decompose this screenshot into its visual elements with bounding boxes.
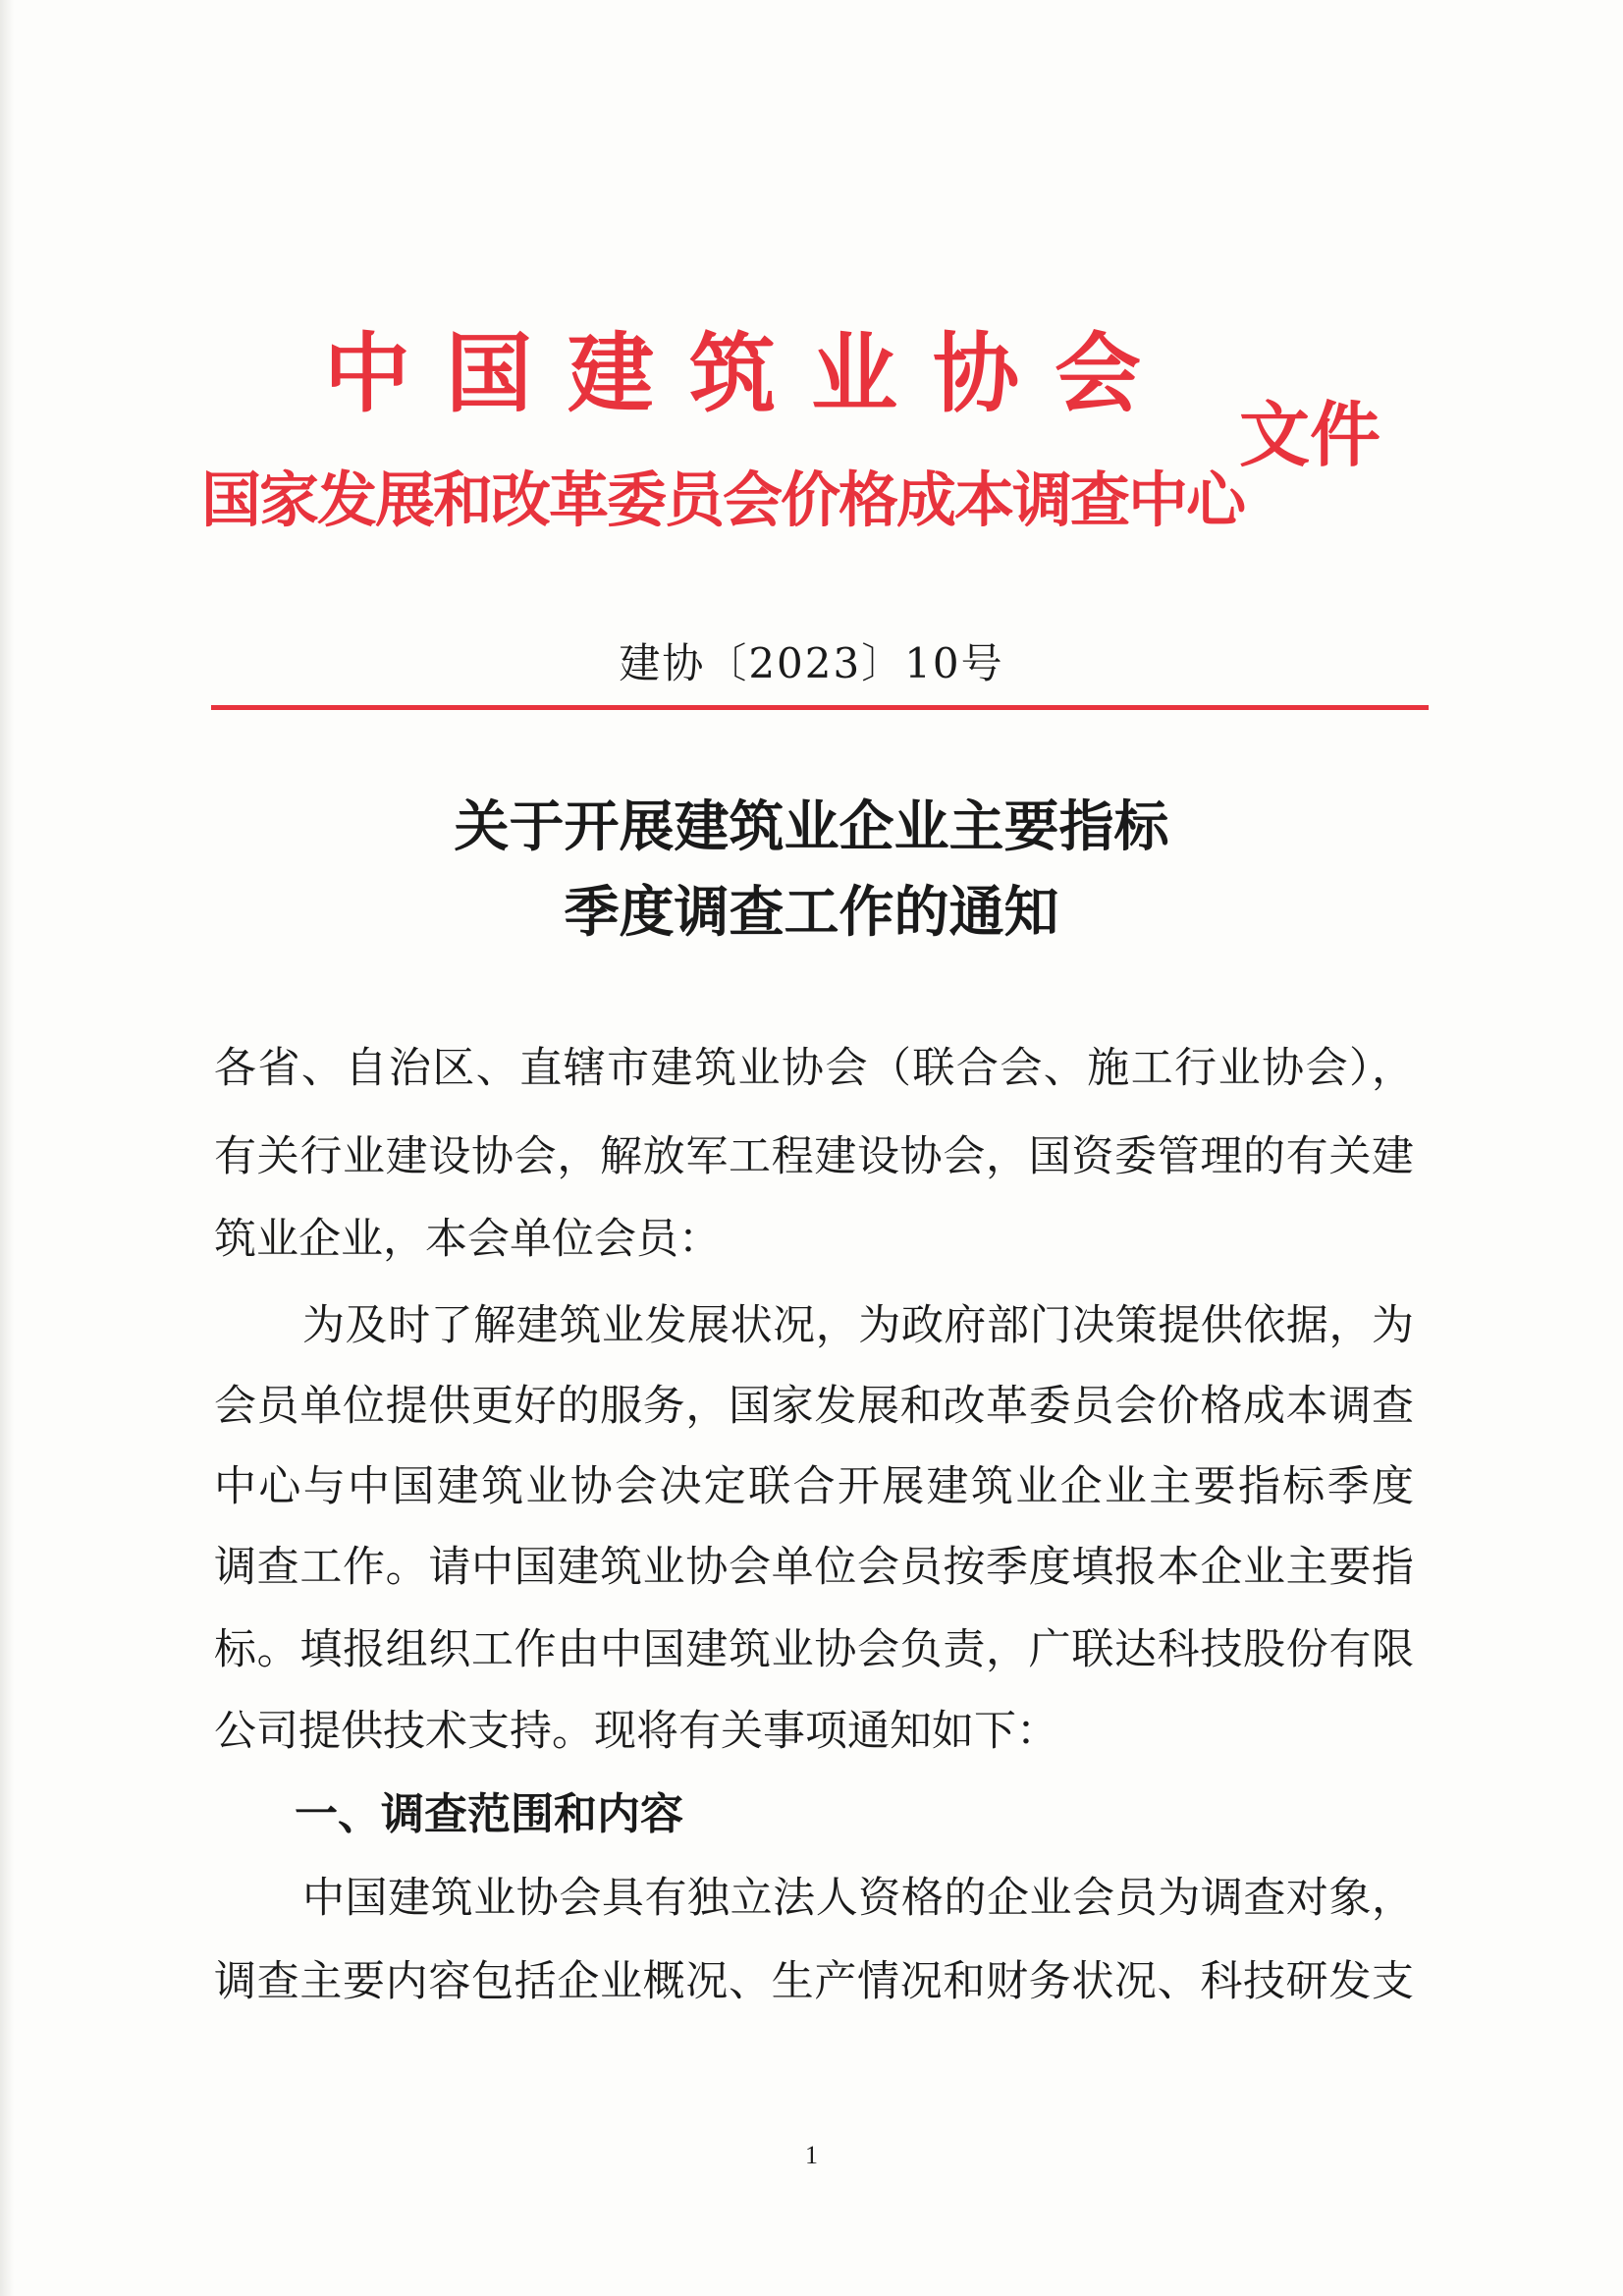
addressee-line: 有关行业建设协会，解放军工程建设协会，国资委管理的有关建 bbox=[214, 1132, 1414, 1181]
page-number: 1 bbox=[805, 2141, 818, 2169]
header-red-rule bbox=[211, 705, 1429, 710]
paragraph-line: 会员单位提供更好的服务，国家发展和改革委员会价格成本调查 bbox=[214, 1382, 1414, 1431]
page-edge-shadow bbox=[0, 0, 14, 2296]
paragraph-line: 中国建筑业协会具有独立法人资格的企业会员为调查对象， bbox=[302, 1874, 1414, 1923]
paragraph-line: 标。填报组织工作由中国建筑业协会负责，广联达科技股份有限 bbox=[214, 1625, 1414, 1674]
document-type-label: 文件 bbox=[1239, 394, 1381, 476]
addressee-line: 各省、自治区、直辖市建筑业协会（联合会、施工行业协会）， bbox=[214, 1044, 1414, 1093]
paragraph-line: 为及时了解建筑业发展状况，为政府部门决策提供依据，为 bbox=[302, 1301, 1414, 1350]
paragraph-line: 公司提供技术支持。现将有关事项通知如下： bbox=[214, 1707, 1058, 1756]
document-number: 建协〔2023〕10号 bbox=[619, 639, 1004, 687]
paragraph-line: 调查工作。请中国建筑业协会单位会员按季度填报本企业主要指 bbox=[214, 1543, 1414, 1592]
addressee-line: 筑业企业，本会单位会员： bbox=[214, 1215, 721, 1264]
issuer-name-secondary: 国家发展和改革委员会价格成本调查中心 bbox=[201, 465, 1245, 535]
issuer-name-primary: 中国建筑业协会 bbox=[324, 322, 1177, 424]
section-heading-1: 一、调查范围和内容 bbox=[295, 1789, 683, 1839]
paragraph-line: 调查主要内容包括企业概况、生产情况和财务状况、科技研发支 bbox=[214, 1957, 1414, 2006]
document-title-line-1: 关于开展建筑业企业主要指标 bbox=[454, 795, 1169, 859]
paragraph-line: 中心与中国建筑业协会决定联合开展建筑业企业主要指标季度 bbox=[214, 1462, 1414, 1511]
document-title-line-2: 季度调查工作的通知 bbox=[564, 881, 1059, 945]
